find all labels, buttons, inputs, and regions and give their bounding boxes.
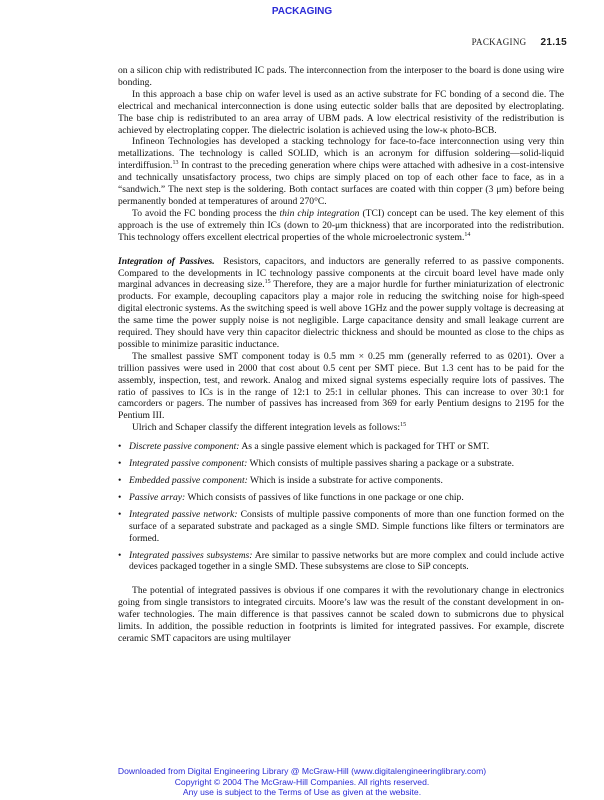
tci-text-b: (TCI) concept can be used. The key element of this approach is the use of extremely thin ICs (down to 20-μm thickness) that are incorporated into the redistribution. This technology offers excellent electrical properties of the whole microelectronic system. [118, 207, 564, 243]
classification-text: Ulrich and Schaper classify the different integration levels as follows: [132, 422, 401, 434]
list-text: Which consists of multiple passives sharing a package or a substrate. [247, 458, 515, 470]
footer-download-link[interactable]: Downloaded from Digital Engineering Library @ McGraw-Hill (www.digitalengineeringlibrary.com) [117, 766, 487, 776]
paragraph-continued: on a silicon chip with redistributed IC pads. The interconnection from the interposer to the board is done using wire bonding. [118, 65, 564, 88]
tci-text-a: To avoid the FC bonding process the [132, 207, 280, 219]
list-text: Are similar to passive networks but are more complex and could include active devices packaged together in a single SMD. These subsystems are close to SiP concepts. [129, 549, 564, 573]
list-text: Consists of multiple passive components of more than one function formed on the surface of a separated substrate and packaged as a single SMD. Simple functions like filters or terminators are formed. [129, 508, 564, 544]
list-text: As a single passive element which is packaged for THT or SMT. [239, 441, 490, 453]
footer-copyright: Copyright © 2004 The McGraw-Hill Companies. All rights reserved. [174, 776, 430, 787]
source-banner: PACKAGING [271, 6, 333, 17]
running-head-label: PACKAGING [471, 37, 527, 47]
list-term: Integrated passive network: [129, 508, 238, 520]
paragraph-classification [118, 422, 564, 434]
paragraph-integration-of-passives [118, 256, 564, 351]
reference-14: 14 [464, 231, 471, 238]
running-head [472, 37, 567, 48]
list-item [118, 492, 564, 504]
list-item [118, 441, 564, 453]
reference-15b: 15 [400, 422, 407, 429]
list-item [118, 550, 564, 574]
bullet-icon: • [118, 475, 122, 486]
bullet-icon: • [118, 441, 122, 453]
paragraph-base-chip: In this approach a base chip on wafer level is used as an active substrate for FC bonding of a second die. The electrical and mechanical interconnection is done using eutectic solder balls that are deposited by electroplating. The base chip is redistributed to an area array of UBM pads. A low electrical resistivity of the redistribution is achieved by electroplating copper. The dielectric isolation is achieved using the low-κ photo-BCB. [118, 88, 564, 136]
page-body [118, 65, 564, 645]
footer-terms-link[interactable]: Any use is subject to the Terms of Use as given at the website. [182, 787, 422, 797]
integration-levels-list [118, 441, 564, 573]
solid-text-b: In contrast to the preceding generation where chips were attached with adhesive in a cost-intensive and technically unsatisfactory process, two chips are simply placed on top of each other face to face, as in a “sandwich.” The next step is the soldering. Both contact surfaces are coated with thin copper (3 μm) before being permanently bonded at temperatures of around 270°C. [118, 160, 564, 207]
solid-text-a: Infineon Technologies has developed a stacking technology for face-to-face interconnection using very thin metallizations. The technology is called SOLID, which is an acronym for diffusion soldering—solid-liquid interdiffusion. [118, 136, 564, 172]
reference-15a: 15 [264, 279, 271, 286]
page-number: 21.15 [540, 37, 567, 48]
list-item [118, 458, 564, 470]
passives-text-b: Therefore, they are a major hurdle for further miniaturization of electronic products. For example, decoupling capacitors play a major role in reducing the switching noise for high-speed digital electronic systems. As the switching speed is well above 1GHz and the power supply voltage is decreasing at the same time the power supply noise is not negligible. Large capacitance density and small leakage current are required. They should have very thin capacitor dielectric thickness and should be mounted as close to the chips as possible to minimize parasitic inductance. [118, 279, 564, 350]
list-item [118, 475, 564, 487]
reference-13: 13 [172, 160, 179, 167]
bullet-icon: • [118, 491, 122, 503]
list-text: Which is inside a substrate for active components. [247, 475, 443, 486]
paragraph-tci [118, 208, 564, 244]
list-text: Which consists of passives of like functions in one package or one chip. [185, 491, 464, 503]
list-term: Integrated passive component: [129, 458, 248, 470]
bullet-icon: • [118, 508, 122, 520]
passives-text-a: Resistors, capacitors, and inductors are generally referred to as passive components. Compared to the developments in IC technology passive components at the circuit board level have made only marginal advances in decreasing size. [118, 255, 564, 291]
list-term: Discrete passive component: [129, 441, 240, 453]
list-term: Integrated passives subsystems: [129, 549, 253, 561]
paragraph-solid [118, 136, 564, 207]
list-term: Embedded passive component: [129, 475, 248, 486]
paragraph-smt: The smallest passive SMT component today is 0.5 mm × 0.25 mm (generally referred to as 0201). Over a trillion passives were used in 2000 that cost about 0.5 cent per SMT piece. But 1.3 cent has to be paid for the assembly, inspection, test, and rework. Analog and mixed signal systems especially require lots of passives. The ratio of passives to ICs is in the range of 12:1 to 25:1 in cellular phones. This can increase to over 30:1 for camcorders or pagers. The number of passives has increased from 369 for early Pentium designs to 2195 for the Pentium III. [118, 350, 564, 422]
bullet-icon: • [118, 458, 122, 470]
paragraph-potential: The potential of integrated passives is obvious if one compares it with the revolutionary change in electronics going from single transistors to integrated circuits. Moore’s law was the result of the constant development in on-wafer technologies. The main difference is that passives cannot be scaled down to submicrons due to physical limits. In addition, the possible reduction in footprints is limited for integrated passives. For example, discrete ceramic SMT capacitors are using multilayer [118, 585, 564, 644]
list-term: Passive array: [129, 491, 186, 503]
tci-term: thin chip integration [279, 207, 360, 219]
download-footer [0, 766, 604, 798]
list-item [118, 509, 564, 545]
section-heading: Integration of Passives. [118, 255, 215, 267]
bullet-icon: • [118, 549, 122, 561]
